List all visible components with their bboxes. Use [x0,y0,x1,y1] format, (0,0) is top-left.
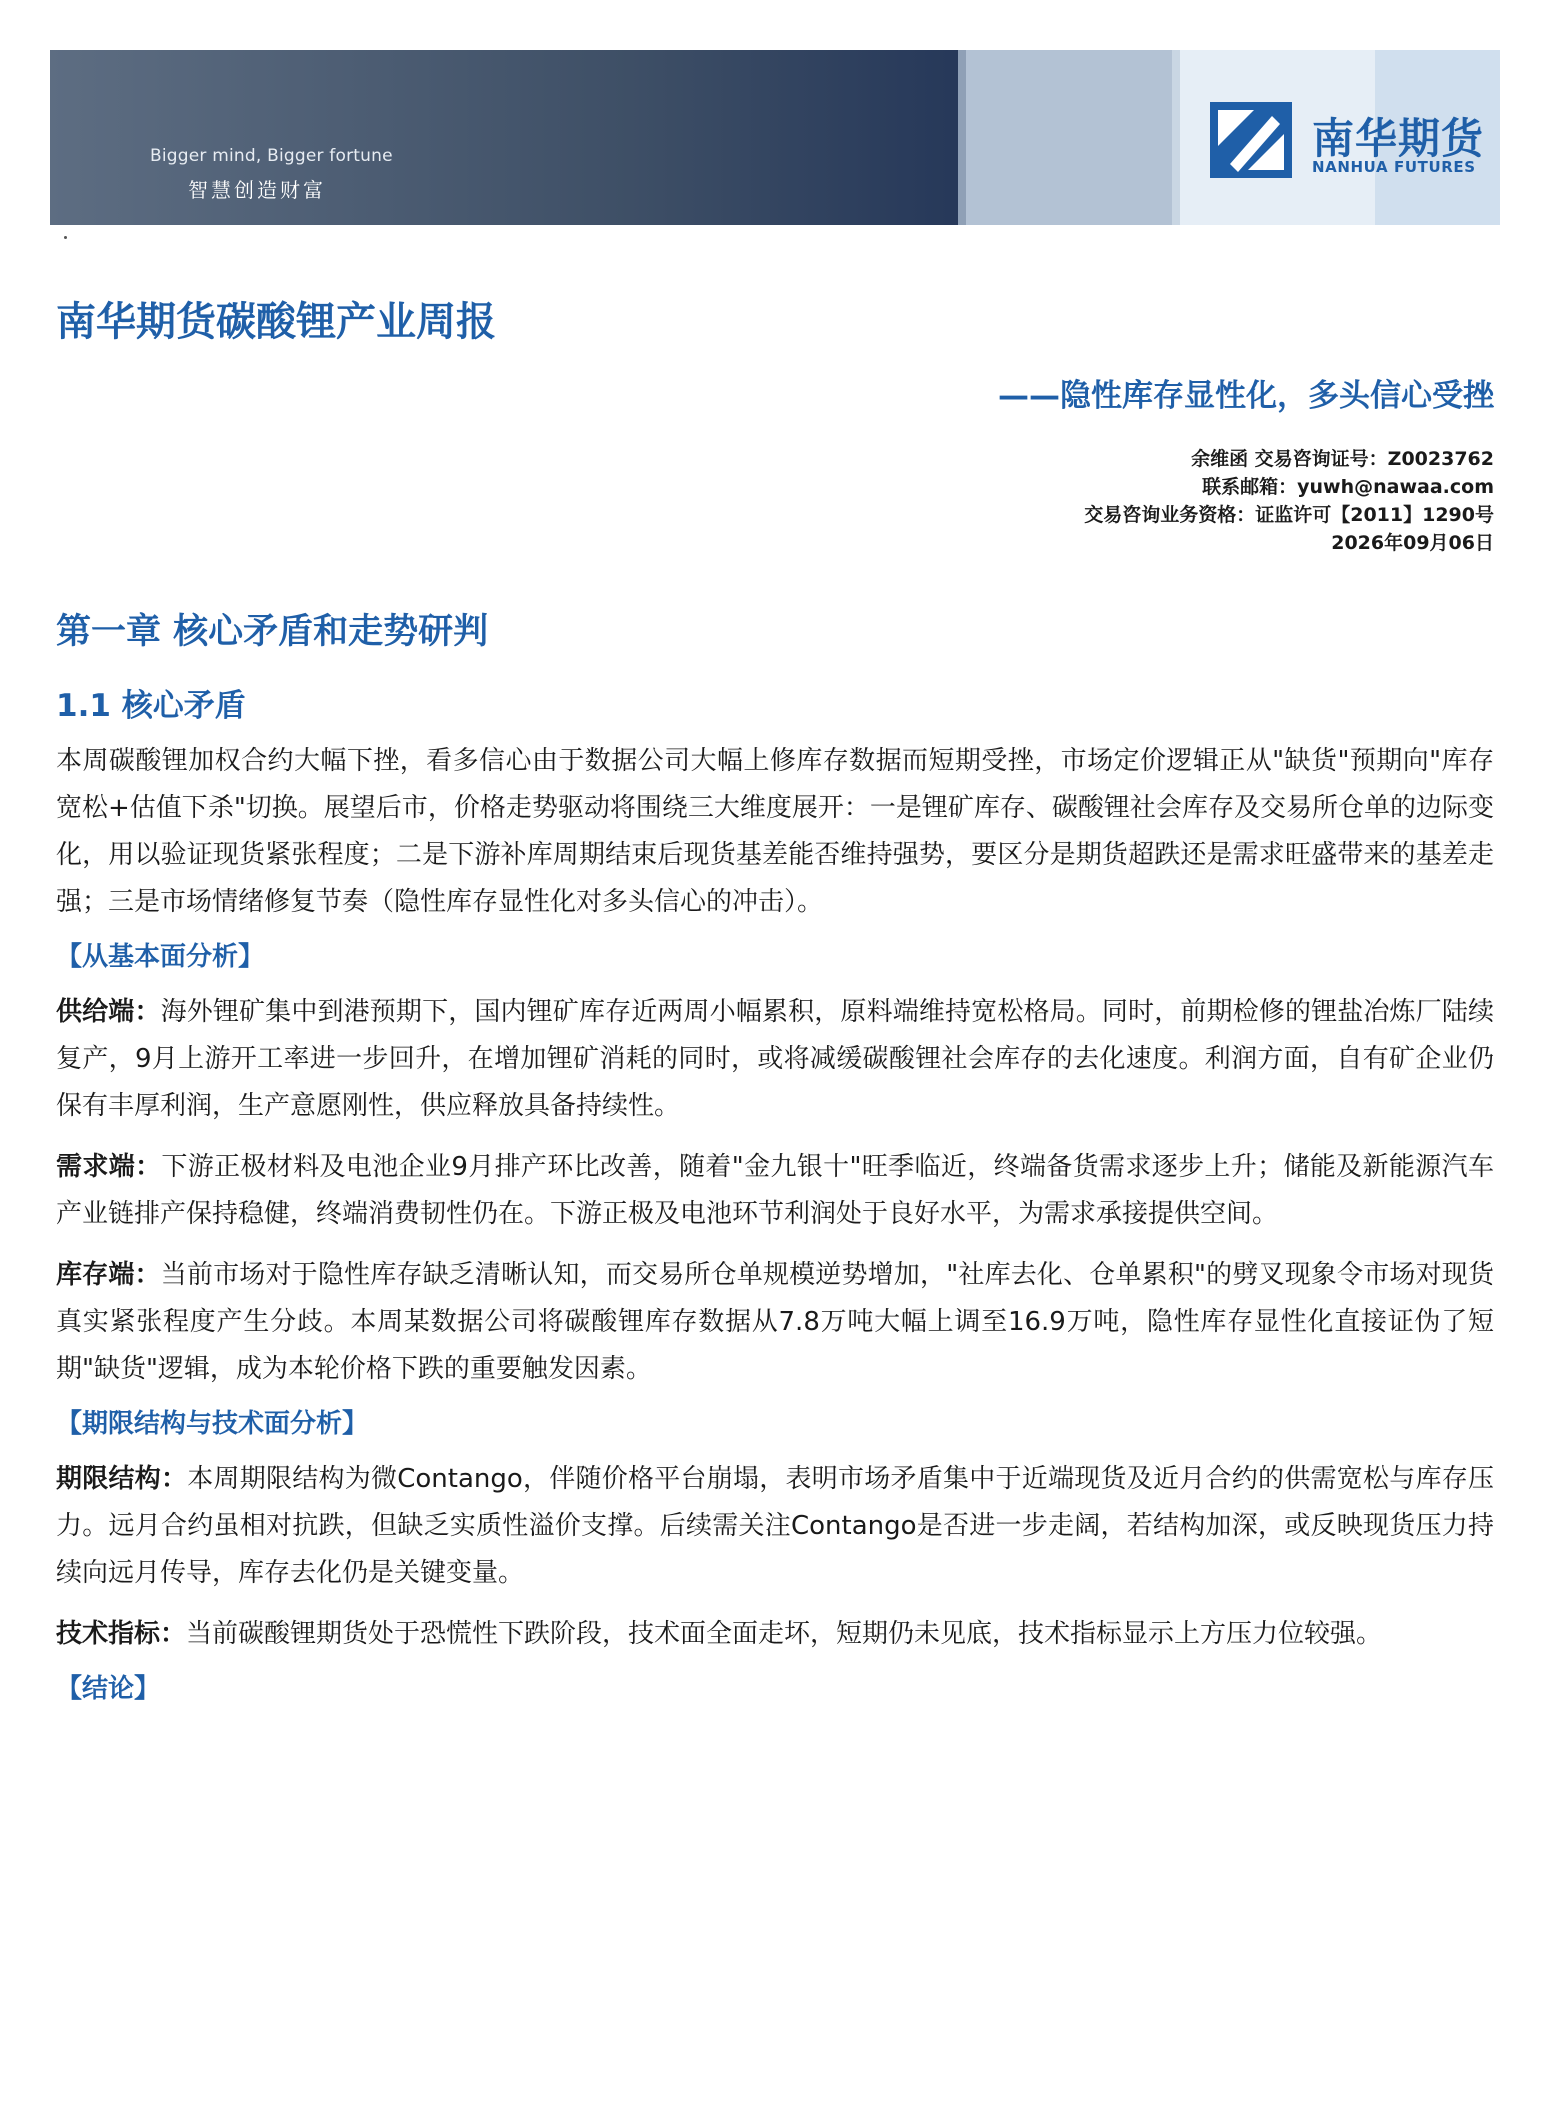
header-banner [50,50,1500,225]
term-structure-text: 本周期限结构为微Contango，伴随价格平台崩塌，表明市场矛盾集中于近端现货及近月合约的供需宽松与库存压力。远月合约虽相对抗跌，但缺乏实质性溢价支撑。后续需关注Contango是否进一步走阔，若结构加深，或反映现货压力持续向远月传导，库存去化仍是关键变量。 [56,1464,1494,1588]
structure-heading: 【期限结构与技术面分析】 [56,1409,369,1439]
intro-paragraph: 本周碳酸锂加权合约大幅下挫，看多信心由于数据公司大幅上修库存数据而短期受挫，市场定价逻辑正从"缺货"预期向"库存宽松+估值下杀"切换。展望后市，价格走势驱动将围绕三大维度展开：一是锂矿库存、碳酸锂社会库存及交易所仓单的边际变化，用以验证现货紧张程度；二是下游补库周期结束后现货基差能否维持强势，要区分是期货超跌还是需求旺盛带来的基差走强；三是市场情绪修复节奏（隐性库存显性化对多头信心的冲击）。 [56,746,1494,917]
inventory-text: 当前市场对于隐性库存缺乏清晰认知，而交易所仓单规模逆势增加，"社库去化、仓单累积"的劈叉现象令市场对现货真实紧张程度产生分歧。本周某数据公司将碳酸锂库存数据从7.8万吨大幅上调至16.9万吨，隐性库存显性化直接证伪了短期"缺货"逻辑，成为本轮价格下跌的重要触发因素。 [56,1260,1494,1384]
conclusion-heading: 【结论】 [56,1674,161,1704]
section-title: 1.1 核心矛盾 [56,688,246,724]
term-structure-label: 期限结构： [56,1464,188,1494]
term-structure-paragraph [56,1456,1494,1597]
technical-label: 技术指标： [56,1619,187,1649]
fundamental-heading: 【从基本面分析】 [56,942,265,972]
inventory-paragraph [56,1252,1494,1393]
banner-stripe [958,50,966,225]
inventory-label: 库存端： [56,1260,161,1290]
technical-paragraph [56,1611,1494,1658]
supply-text: 海外锂矿集中到港预期下，国内锂矿库存近两周小幅累积，原料端维持宽松格局。同时，前期检修的锂盐冶炼厂陆续复产，9月上游开工率进一步回升，在增加锂矿消耗的同时，或将减缓碳酸锂社会库存的去化速度。利润方面，自有矿企业仍保有丰厚利润，生产意愿刚性，供应释放具备持续性。 [56,997,1494,1121]
slogan-chinese: 智慧创造财富 [188,178,326,202]
supply-paragraph [56,989,1494,1130]
banner-stripe [1172,50,1180,225]
demand-text: 下游正极材料及电池企业9月排产环比改善，随着"金九银十"旺季临近，终端备货需求逐步上升；储能及新能源汽车产业链排产保持稳健，终端消费韧性仍在。下游正极及电池环节利润处于良好水平，为需求承接提供空间。 [56,1152,1494,1229]
license-line: 交易咨询业务资格：证监许可【2011】1290号 [1084,504,1494,526]
technical-text: 当前碳酸锂期货处于恐慌性下跌阶段，技术面全面走坏，短期仍未见底，技术指标显示上方压力位较强。 [186,1619,1383,1649]
report-date: 2026年09月06日 [1331,532,1494,554]
email-line: 联系邮箱：yuwh@nawaa.com [1202,476,1494,498]
supply-label: 供给端： [56,997,161,1027]
analyst-line: 余维函 交易咨询证号：Z0023762 [1191,448,1494,470]
demand-label: 需求端： [56,1152,162,1182]
report-subtitle: ——隐性库存显性化，多头信心受挫 [998,378,1494,414]
logo-wordmark-en: NANHUA FUTURES [1312,158,1476,176]
slogan-english: Bigger mind, Bigger fortune [150,146,393,166]
chapter-title: 第一章 核心矛盾和走势研判 [56,612,489,652]
nanhua-logo-icon [1210,102,1292,178]
report-title: 南华期货碳酸锂产业周报 [56,299,496,345]
report-body [56,738,1494,1713]
demand-paragraph [56,1144,1494,1238]
page-mark [64,236,67,239]
banner-stripe [966,50,1172,225]
logo-wordmark-cn: 南华期货 [1312,114,1485,163]
author-info [1084,445,1494,557]
